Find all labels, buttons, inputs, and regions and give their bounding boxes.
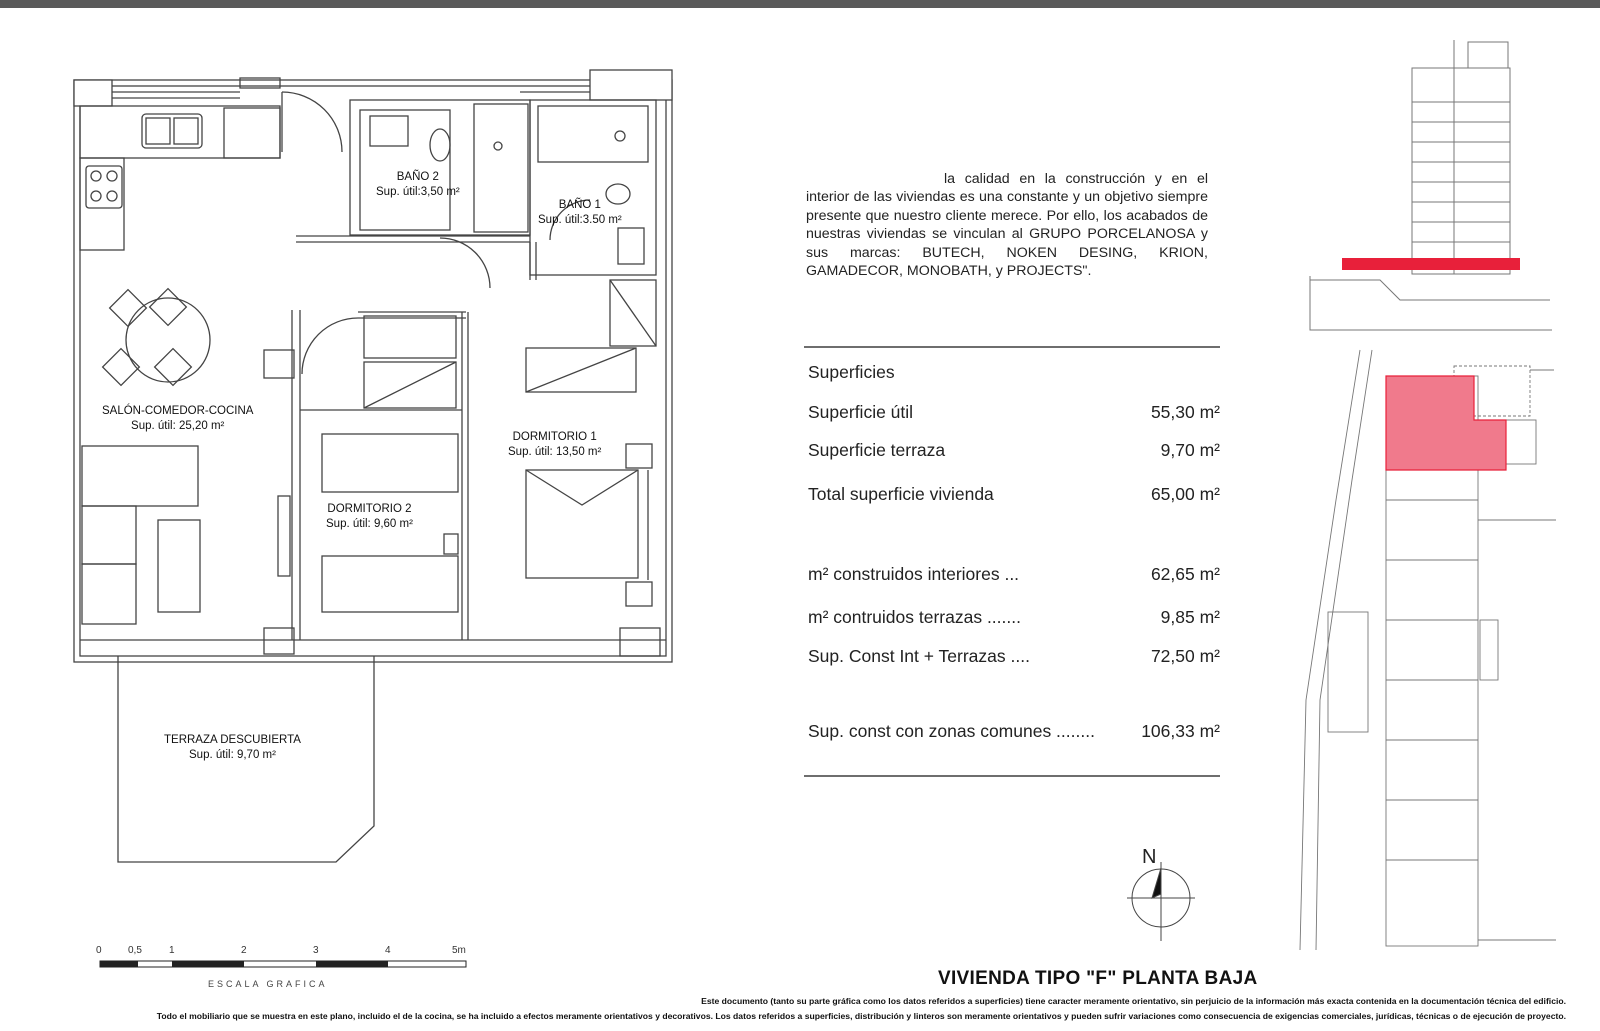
scale-tick-0-5: 0,5 (128, 945, 142, 956)
apartment-highlight (1386, 376, 1506, 470)
surface-value: 72,50 m² (1150, 646, 1220, 666)
surface-value: 9,85 m² (1160, 607, 1220, 627)
surface-label: m² construidos interiores ... (808, 564, 1020, 584)
room-dormitorio-2 (326, 502, 413, 532)
intro-paragraph (806, 170, 1208, 280)
intro-text: la calidad en la construcción y en el interior de las viviendas es una constante y un objetivo siempre presente que nuestro cliente merece. Por ello, los acabados de nuestras viviendas se vinculan al GRUPO PORCELANOSA y sus marcas: BUTECH, NOKEN DESING, KRION, GAMADECOR, MONOBATH, y PROJECTS". (806, 171, 1208, 280)
room-area: Sup. útil:3,50 m² (376, 186, 460, 198)
scale-tick-3: 3 (313, 945, 319, 956)
room-area: Sup. útil: 9,60 m² (326, 518, 413, 530)
room-name: BAÑO 2 (396, 171, 439, 183)
room-name: DORMITORIO 1 (512, 431, 597, 443)
scale-tick-5m: 5m (452, 945, 466, 956)
room-name: TERRAZA DESCUBIERTA (164, 734, 301, 746)
scale-tick-2: 2 (241, 945, 247, 956)
room-terraza (164, 733, 301, 763)
building-elevation (1310, 40, 1552, 330)
room-area: Sup. útil:3.50 m² (538, 214, 622, 226)
surface-label: Sup. Const Int + Terrazas .... (808, 646, 1030, 666)
surface-label: Sup. const con zonas comunes ........ (808, 721, 1095, 741)
scale-tick-1: 1 (169, 945, 175, 956)
scale-caption: ESCALA GRAFICA (208, 979, 328, 989)
surface-value: 62,65 m² (1150, 564, 1220, 584)
scale-bar (100, 961, 466, 967)
surface-value: 9,70 m² (1160, 440, 1220, 460)
outer-wall (74, 80, 672, 662)
room-name: DORMITORIO 2 (327, 503, 412, 515)
disclaimer-document: Este documento (tanto su parte gráfica como los datos referidos a superficies) tiene caracter meramente orientativo, sin perjuicio de la información más exacta contenida en la documentación técnica del edificio. (701, 996, 1566, 1006)
surface-label: Total superficie vivienda (808, 484, 994, 504)
current-floor-highlight (1342, 258, 1520, 270)
surface-label: Superficie útil (808, 402, 914, 422)
scale-tick-0: 0 (96, 945, 102, 956)
scale-tick-4: 4 (385, 945, 391, 956)
room-bano-2 (376, 170, 460, 200)
room-area: Sup. útil: 13,50 m² (508, 446, 602, 458)
page-title: VIVIENDA TIPO "F" PLANTA BAJA (938, 968, 1258, 989)
compass (1127, 862, 1195, 941)
divider-top (804, 346, 1220, 348)
surface-value: 55,30 m² (1150, 402, 1220, 422)
surface-label: m² contruidos terrazas ....... (808, 607, 1021, 627)
room-area: Sup. útil: 9,70 m² (189, 749, 276, 761)
surface-value: 65,00 m² (1150, 484, 1220, 504)
disclaimer-furniture: Todo el mobiliario que se muestra en este plano, incluido el de la cocina, se ha incluido a efectos meramente orientativos y decorativos. Los datos referidos a superficies, distribución y linteros son meramente orientativos y pueden sufrir variaciones como consecuencia de exigencias comerciales, jurídicas, técnicas o de ejecución de proyecto. (156, 1011, 1566, 1021)
room-name: SALÓN-COMEDOR-COCINA (102, 405, 254, 417)
surface-label: Superficie terraza (808, 440, 946, 460)
room-name: BAÑO 1 (558, 199, 601, 211)
surfaces-heading: Superficies (808, 362, 895, 382)
room-salon (102, 404, 253, 434)
room-dormitorio-1 (508, 430, 601, 460)
north-label: N (1142, 846, 1157, 868)
surface-value: 106,33 m² (1141, 721, 1220, 741)
room-bano-1 (538, 198, 622, 228)
divider-bottom (804, 775, 1220, 777)
room-area: Sup. útil: 25,20 m² (131, 420, 225, 432)
